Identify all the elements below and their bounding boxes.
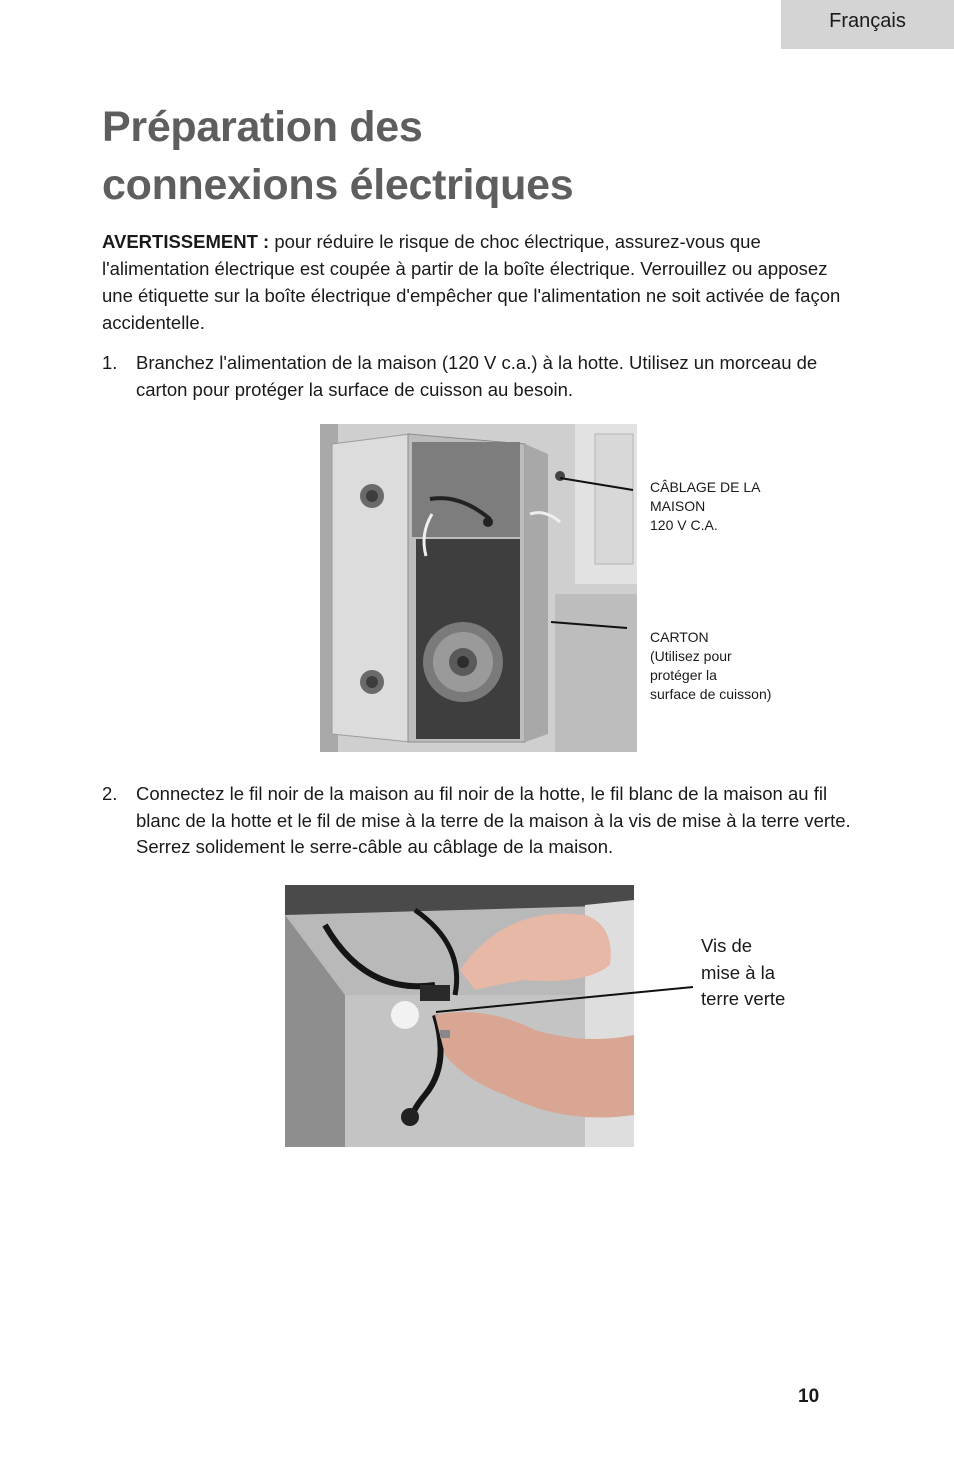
callout-ground-screw — [701, 933, 785, 1013]
step-1 — [102, 350, 862, 403]
ground-screw-connection-illustration — [285, 885, 634, 1147]
range-hood-wiring-photo — [320, 424, 637, 752]
callout-carton-line-2: (Utilisez pour — [650, 648, 732, 664]
callout-carton-line-4: surface de cuisson) — [650, 686, 772, 702]
page-title — [102, 98, 573, 214]
page-title-line-1: Préparation des — [102, 103, 423, 151]
page-number: 10 — [798, 1386, 820, 1407]
callout-carton — [650, 628, 771, 704]
callout-ground-screw-line-1: Vis de — [701, 935, 753, 956]
callout-house-wiring — [650, 478, 761, 535]
warning-text: pour réduire le risque de choc électrique, assurez-vous que l'alimentation électrique est coupée à partir de la boîte électrique. Verrouillez ou apposez une étiquette sur la boîte électrique d'empêcher que l'alimentation ne soit activée de façon accidentelle. — [102, 231, 841, 333]
step-2-text: Connectez le fil noir de la maison au fil noir de la hotte, le fil blanc de la maison au fil blanc de la hotte et le fil de mise à la terre de la maison à la vis de mise à la terre verte. Serrez solidement le serre-câble au câblage de la maison. — [136, 783, 851, 857]
ground-screw-connection-photo — [285, 885, 634, 1147]
callout-carton-line-1: CARTON — [650, 629, 709, 645]
step-2 — [102, 781, 862, 861]
page-title-line-2: connexions électriques — [102, 161, 574, 209]
callout-carton-line-3: protéger la — [650, 667, 717, 683]
callout-ground-screw-line-3: terre verte — [701, 988, 786, 1009]
warning-paragraph — [102, 228, 862, 336]
callout-house-wiring-line-3: 120 V C.A. — [650, 517, 718, 533]
step-1-number: 1. — [102, 352, 118, 373]
callout-house-wiring-line-2: MAISON — [650, 498, 706, 514]
range-hood-wiring-illustration — [320, 424, 637, 752]
warning-label: AVERTISSEMENT : — [102, 231, 270, 252]
language-tab: Français — [781, 0, 954, 49]
callout-house-wiring-line-1: CÂBLAGE DE LA — [650, 479, 761, 495]
step-2-number: 2. — [102, 783, 118, 804]
step-1-text: Branchez l'alimentation de la maison (120 V c.a.) à la hotte. Utilisez un morceau de carton pour protéger la surface de cuisson au besoin. — [136, 352, 818, 400]
callout-ground-screw-line-2: mise à la — [701, 961, 776, 983]
